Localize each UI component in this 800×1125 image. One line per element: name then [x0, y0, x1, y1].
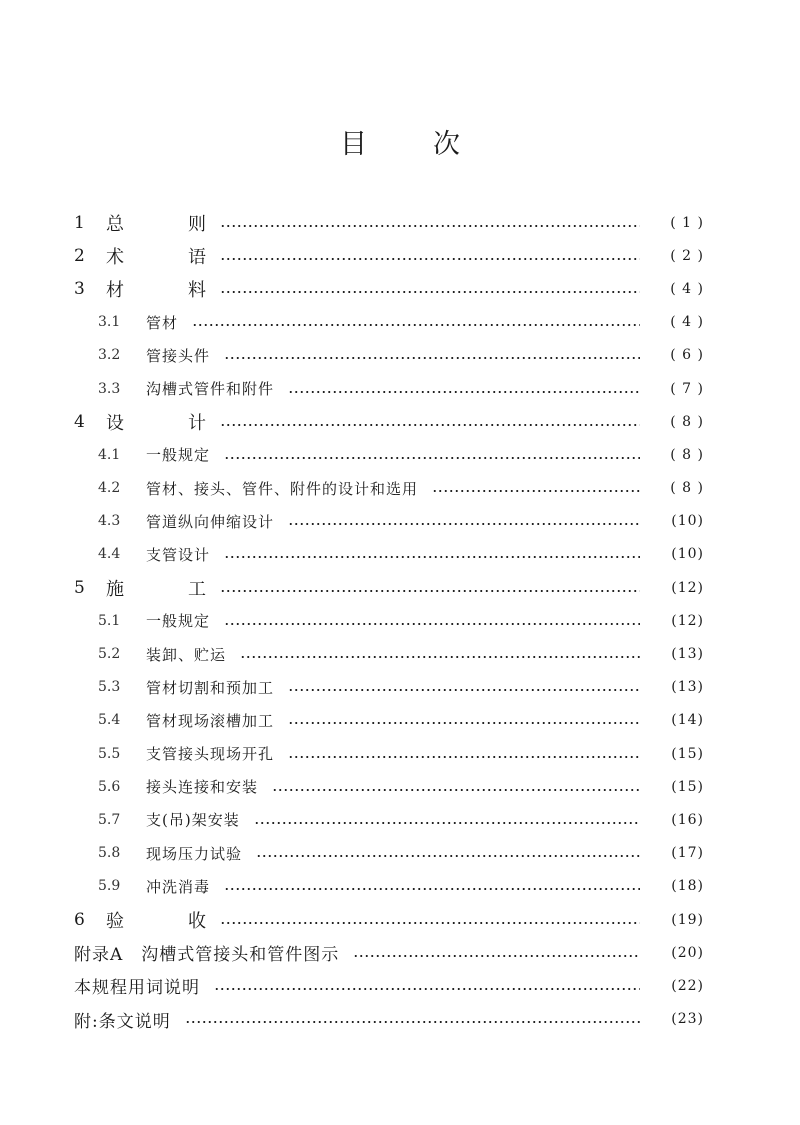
entry-page: (10): [671, 546, 704, 563]
entry-number: 5.3: [98, 679, 121, 696]
entry-number: 1: [74, 212, 85, 233]
dot-leader: [220, 921, 640, 925]
entry-page: (13): [671, 646, 704, 663]
entry-page: ( 1 ): [670, 214, 704, 231]
entry-page: (15): [671, 778, 704, 795]
toc-entry[interactable]: [74, 571, 704, 604]
entry-page: ( 4 ): [670, 280, 704, 297]
entry-number: 5.9: [98, 878, 121, 895]
dot-leader: [256, 854, 640, 858]
entry-page: (13): [671, 679, 704, 696]
dot-leader: [288, 390, 640, 394]
title-char-1: 目: [340, 129, 367, 160]
toc-entry[interactable]: [74, 737, 704, 770]
entry-title: 支(吊)架安装: [146, 811, 240, 830]
toc-entry[interactable]: [74, 405, 704, 438]
entry-title: 管材: [146, 313, 179, 332]
entry-page: (17): [671, 845, 704, 862]
dot-leader: [288, 522, 640, 526]
entry-number: 5.7: [98, 811, 121, 828]
entry-title: 沟槽式管件和附件: [146, 380, 275, 399]
entry-title: 管材切割和预加工: [146, 678, 275, 697]
entry-number: 3.2: [98, 347, 121, 364]
toc-entry[interactable]: [74, 704, 704, 737]
entry-page: (12): [671, 612, 704, 629]
entry-number: 4: [74, 411, 85, 432]
entry-page: (16): [671, 811, 704, 828]
entry-page: (10): [671, 513, 704, 530]
toc-entry[interactable]: [74, 637, 704, 670]
dot-leader: [185, 1020, 640, 1024]
toc-entry[interactable]: [74, 472, 704, 505]
toc-entry[interactable]: [74, 671, 704, 704]
entry-page: (18): [671, 878, 704, 895]
entry-title: 验收: [106, 910, 206, 932]
entry-number: 3.1: [98, 314, 121, 331]
entry-number: 5.1: [98, 612, 121, 629]
toc-entry[interactable]: [74, 505, 704, 538]
entry-page: (22): [671, 977, 704, 994]
entry-title: 附录A 沟槽式管接头和管件图示: [74, 945, 340, 966]
entry-number: 5.4: [98, 712, 121, 729]
dot-leader: [224, 356, 640, 360]
dot-leader: [224, 555, 640, 559]
entry-title: 管材、接头、管件、附件的设计和选用: [146, 479, 419, 498]
dot-leader: [220, 224, 640, 228]
entry-title: 管材现场滚槽加工: [146, 711, 275, 730]
entry-title: 附:条文说明: [74, 1011, 171, 1032]
toc-entry[interactable]: [74, 803, 704, 836]
entry-page: ( 8 ): [670, 413, 704, 430]
dot-leader: [240, 655, 640, 659]
entry-page: ( 7 ): [670, 380, 704, 397]
entry-title: 冲洗消毒: [146, 877, 211, 896]
dot-leader: [272, 788, 640, 792]
entry-title: 施工: [106, 578, 206, 600]
dot-leader: [353, 954, 640, 958]
entry-page: (14): [671, 712, 704, 729]
entry-page: ( 2 ): [670, 247, 704, 264]
toc-entry[interactable]: [74, 770, 704, 803]
dot-leader: [220, 589, 640, 593]
entry-number: 5.5: [98, 745, 121, 762]
dot-leader: [288, 755, 640, 759]
page-title: [0, 122, 800, 161]
toc-entry[interactable]: [74, 604, 704, 637]
entry-number: 5.2: [98, 646, 121, 663]
entry-title: 材料: [106, 279, 206, 301]
dot-leader: [224, 456, 640, 460]
dot-leader: [220, 290, 640, 294]
entry-title: 现场压力试验: [146, 844, 243, 863]
toc-entry[interactable]: [74, 936, 704, 969]
dot-leader: [288, 688, 640, 692]
table-of-contents: [74, 206, 704, 1036]
entry-number: 4.3: [98, 513, 121, 530]
entry-number: 5.6: [98, 778, 121, 795]
toc-entry[interactable]: [74, 272, 704, 305]
entry-number: 5: [74, 577, 85, 598]
entry-title: 一般规定: [146, 446, 211, 465]
entry-page: ( 6 ): [670, 347, 704, 364]
entry-page: (15): [671, 745, 704, 762]
entry-page: (12): [671, 579, 704, 596]
entry-number: 6: [74, 909, 85, 930]
entry-title: 管接头件: [146, 346, 211, 365]
title-char-2: 次: [433, 129, 460, 160]
entry-title: 本规程用词说明: [74, 978, 200, 999]
entry-page: ( 8 ): [670, 480, 704, 497]
entry-title: 术语: [106, 246, 206, 268]
entry-number: 2: [74, 245, 85, 266]
toc-entry[interactable]: [74, 969, 704, 1002]
dot-leader: [432, 489, 640, 493]
entry-number: 4.4: [98, 546, 121, 563]
dot-leader: [224, 622, 640, 626]
entry-title: 设计: [106, 412, 206, 434]
toc-entry[interactable]: [74, 538, 704, 571]
toc-entry[interactable]: [74, 372, 704, 405]
entry-title: 支管接头现场开孔: [146, 745, 275, 764]
entry-title: 支管设计: [146, 545, 211, 564]
dot-leader: [224, 887, 640, 891]
entry-page: ( 8 ): [670, 446, 704, 463]
toc-entry[interactable]: [74, 306, 704, 339]
toc-entry[interactable]: [74, 870, 704, 903]
dot-leader: [288, 721, 640, 725]
entry-page: (23): [671, 1011, 704, 1028]
entry-page: (19): [671, 911, 704, 928]
entry-number: 4.2: [98, 480, 121, 497]
entry-title: 接头连接和安装: [146, 778, 259, 797]
dot-leader: [254, 821, 640, 825]
dot-leader: [214, 987, 640, 991]
toc-entry[interactable]: [74, 239, 704, 272]
toc-entry[interactable]: [74, 903, 704, 936]
entry-title: 管道纵向伸缩设计: [146, 512, 275, 531]
toc-entry[interactable]: [74, 1003, 704, 1036]
entry-title: 一般规定: [146, 612, 211, 631]
toc-entry[interactable]: [74, 837, 704, 870]
toc-entry[interactable]: [74, 438, 704, 471]
entry-title: 总则: [106, 213, 206, 235]
dot-leader: [220, 257, 640, 261]
toc-entry[interactable]: [74, 206, 704, 239]
entry-number: 3: [74, 278, 85, 299]
entry-number: 4.1: [98, 446, 121, 463]
toc-entry[interactable]: [74, 339, 704, 372]
entry-page: (20): [671, 944, 704, 961]
entry-number: 5.8: [98, 845, 121, 862]
dot-leader: [192, 323, 640, 327]
entry-number: 3.3: [98, 380, 121, 397]
entry-title: 装卸、贮运: [146, 645, 227, 664]
entry-page: ( 4 ): [670, 314, 704, 331]
dot-leader: [220, 423, 640, 427]
